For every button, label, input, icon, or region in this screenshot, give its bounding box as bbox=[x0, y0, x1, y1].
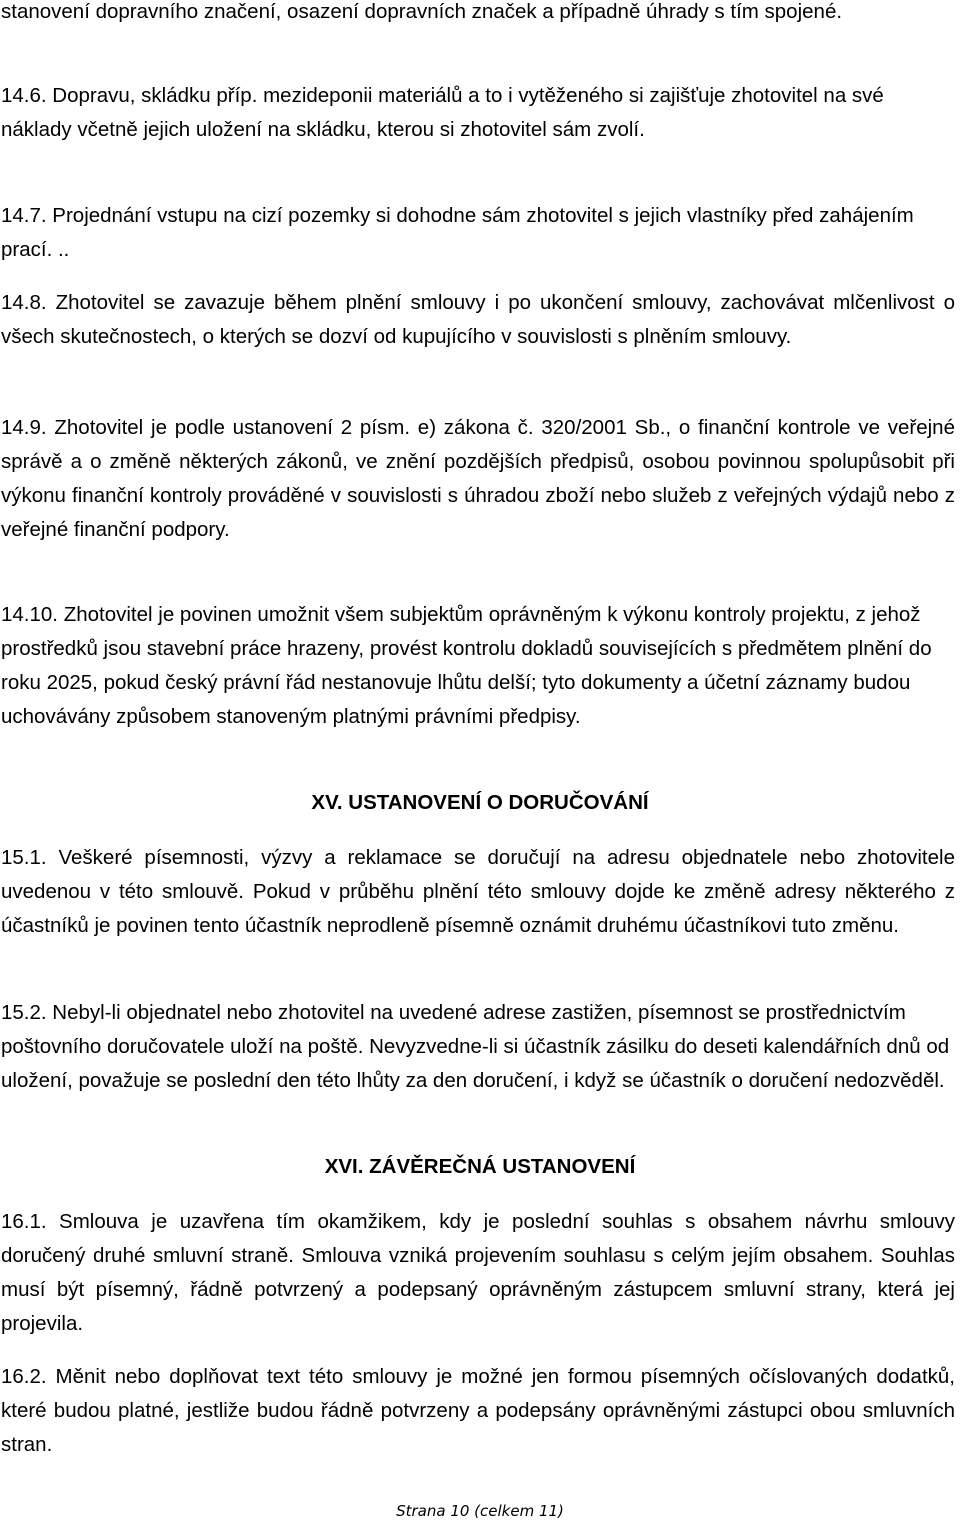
section-heading-xvi: XVI. ZÁVĚREČNÁ USTANOVENÍ bbox=[324, 1155, 636, 1178]
section-heading-xv: XV. USTANOVENÍ O DORUČOVÁNÍ bbox=[311, 791, 649, 814]
paragraph-top: stanovení dopravního značení, osazení dopravních značek a případně úhrady s tím spojené. bbox=[1, 0, 843, 23]
paragraph-16-1: 16.1. Smlouva je uzavřena tím okamžikem, kdy je poslední souhlas s obsahem návrhu smlouvy doručený druhé smluvní straně. Smlouva vzniká projevením souhlasu s celým jejím obsahem. Souhlas musí být písemný, řádně potvrzený a podepsaný oprávněným zástupcem smluvní strany, která jej projevila. bbox=[1, 1210, 955, 1335]
paragraph-14-6: 14.6. Dopravu, skládku příp. mezideponii materiálů a to i vytěženého si zajišťuje zhotovitel na své náklady včetně jejich uložení na skládku, kterou si zhotovitel sám zvolí. bbox=[1, 84, 884, 141]
paragraph-14-8: 14.8. Zhotovitel se zavazuje během plnění smlouvy i po ukončení smlouvy, zachovávat mlčenlivost o všech skutečnostech, o kterých se dozví od kupujícího v souvislosti s plněním smlouvy. bbox=[1, 291, 955, 348]
paragraph-15-1: 15.1. Veškeré písemnosti, výzvy a reklamace se doručují na adresu objednatele nebo zhotovitele uvedenou v této smlouvě. Pokud v průběhu plnění této smlouvy dojde ke změně adresy některého z účastníků je povinen tento účastník neprodleně písemně oznámit druhému účastníkovi tuto změnu. bbox=[1, 846, 955, 937]
paragraph-14-10: 14.10. Zhotovitel je povinen umožnit všem subjektům oprávněným k výkonu kontroly projektu, z jehož prostředků jsou stavební práce hrazeny, provést kontrolu dokladů souvisejících s předmětem plnění do roku 2025, pokud český právní řád nestanovuje lhůtu delší; tyto dokumenty a účetní záznamy budou uchovávány způsobem stanoveným platnými právními předpisy. bbox=[1, 603, 932, 728]
paragraph-14-9: 14.9. Zhotovitel je podle ustanovení 2 písm. e) zákona č. 320/2001 Sb., o finanční kontrole ve veřejné správě a o změně některých zákonů, ve znění pozdějších předpisů, osobou povinnou spolupůsobit při výkonu finanční kontroly prováděné v souvislosti s úhradou zboží nebo služeb z veřejných výdajů nebo z veřejné finanční podpory. bbox=[1, 416, 955, 541]
paragraph-16-2: 16.2. Měnit nebo doplňovat text této smlouvy je možné jen formou písemných očíslovaných dodatků, které budou platné, jestliže budou řádně potvrzeny a podepsány oprávněnými zástupci obou smluvních stran. bbox=[1, 1365, 955, 1456]
paragraph-14-7: 14.7. Projednání vstupu na cizí pozemky si dohodne sám zhotovitel s jejich vlastníky před zahájením prací. .. bbox=[1, 204, 914, 261]
paragraph-15-2: 15.2. Nebyl-li objednatel nebo zhotovitel na uvedené adrese zastižen, písemnost se prostřednictvím poštovního doručovatele uloží na poště. Nevyzvedne-li si účastník zásilku do deseti kalendářních dnů od uložení, považuje se poslední den této lhůty za den doručení, i když se účastník o doručení nedozvěděl. bbox=[1, 1001, 950, 1092]
page-footer: Strana 10 (celkem 11) bbox=[396, 1502, 564, 1520]
